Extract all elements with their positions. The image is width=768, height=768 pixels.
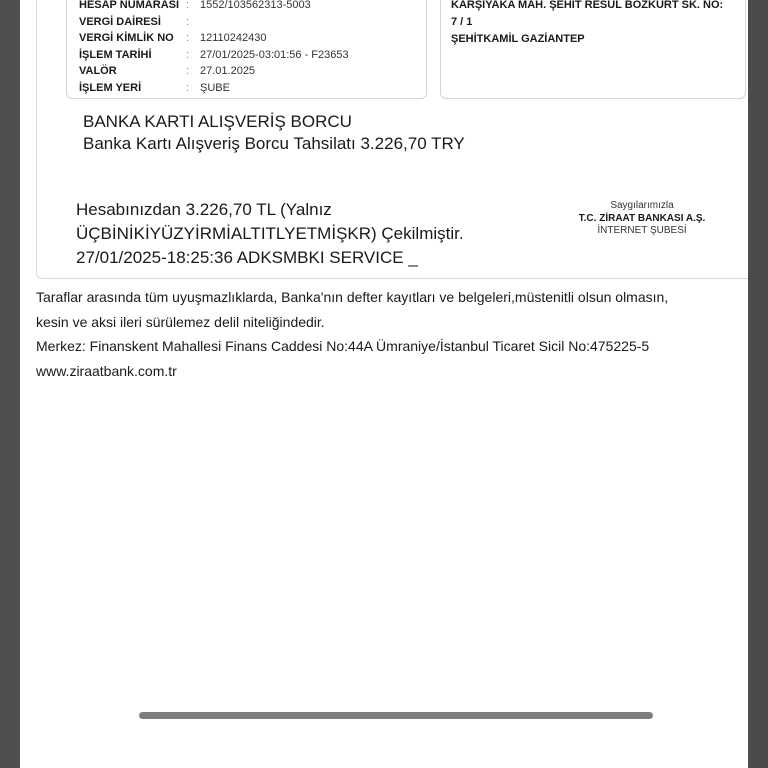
- info-separator: :: [186, 65, 190, 77]
- description-line-3: 27/01/2025-18:25:36 ADKSMBKI SERVICE _: [76, 248, 418, 267]
- legal-text-line-1: Taraflar arasında tüm uyuşmazlıklarda, Banka'nın defter kayıtları ve belgeleri,müstenitli olsun olmasın,: [36, 289, 669, 305]
- headquarters-address: Merkez: Finanskent Mahallesi Finans Caddesi No:44A Ümraniye/İstanbul Ticaret Sicil No:475225-5: [36, 338, 650, 354]
- transaction-title-block: [83, 111, 465, 155]
- info-label: HESAP NUMARASI: [79, 0, 180, 11]
- info-row-account-number: [79, 0, 349, 14]
- address-line-3: ŞEHİTKAMİL GAZİANTEP: [451, 33, 585, 45]
- address-box: [440, 0, 746, 99]
- info-separator: :: [186, 0, 190, 11]
- info-separator: :: [186, 48, 190, 61]
- legal-text-line-2: kesin ve aksi ileri sürülemez delil niteliğindedir.: [36, 313, 325, 330]
- info-row-tax-office: [79, 14, 349, 31]
- signature-branch: İNTERNET ŞUBESİ: [597, 225, 687, 236]
- document-page: [20, 0, 748, 768]
- bank-website-link[interactable]: www.ziraatbank.com.tr: [36, 362, 177, 379]
- info-value: 27.01.2025: [200, 65, 256, 77]
- transaction-description: [76, 198, 576, 270]
- info-value: 1552/103562313-5003: [200, 0, 311, 11]
- info-separator: :: [186, 32, 190, 44]
- info-label: VERGİ DAİRESİ: [79, 15, 161, 28]
- info-row-value-date: [79, 63, 349, 80]
- left-bezel: [0, 0, 20, 768]
- horizontal-scrollbar-thumb[interactable]: [139, 712, 653, 719]
- account-info-table: [79, 0, 349, 96]
- info-label: VERGİ KİMLİK NO: [79, 32, 174, 44]
- description-line-1: Hesabınızdan 3.226,70 TL (Yalnız: [76, 200, 332, 219]
- legal-footer: [36, 285, 746, 383]
- info-row-transaction-date: [79, 47, 349, 64]
- customer-address: [451, 0, 741, 48]
- address-line-1: KARŞIYAKA MAH. ŞEHİT RESUL BOZKURT SK. NO:: [451, 0, 724, 11]
- description-line-2: ÜÇBİNİKİYÜZYİRMİALTITLYETMİŞKR) Çekilmiştir.: [76, 224, 464, 243]
- info-label: İŞLEM YERİ: [79, 81, 142, 94]
- info-separator: :: [186, 15, 190, 28]
- account-info-box: [66, 0, 427, 99]
- info-value: ŞUBE: [200, 81, 230, 94]
- signature-greeting: Saygılarımızla: [610, 200, 674, 211]
- transaction-subtitle: Banka Kartı Alışveriş Borcu Tahsilatı 3.226,70 TRY: [83, 134, 465, 153]
- info-value: 27/01/2025-03:01:56 - F23653: [200, 48, 349, 61]
- info-separator: :: [186, 81, 190, 94]
- right-bezel: [748, 0, 768, 768]
- receipt-container: [36, 0, 754, 279]
- bank-signature: [557, 200, 727, 238]
- info-label: VALÖR: [79, 65, 117, 77]
- signature-bank-name: T.C. ZİRAAT BANKASI A.Ş.: [578, 212, 706, 224]
- info-label: İŞLEM TARİHİ: [79, 48, 152, 61]
- info-row-transaction-place: [79, 80, 349, 97]
- info-value: 12110242430: [200, 32, 267, 44]
- transaction-title: BANKA KARTI ALIŞVERİŞ BORCU: [83, 112, 352, 131]
- address-line-2: 7 / 1: [451, 16, 473, 28]
- info-row-tax-id: [79, 30, 349, 47]
